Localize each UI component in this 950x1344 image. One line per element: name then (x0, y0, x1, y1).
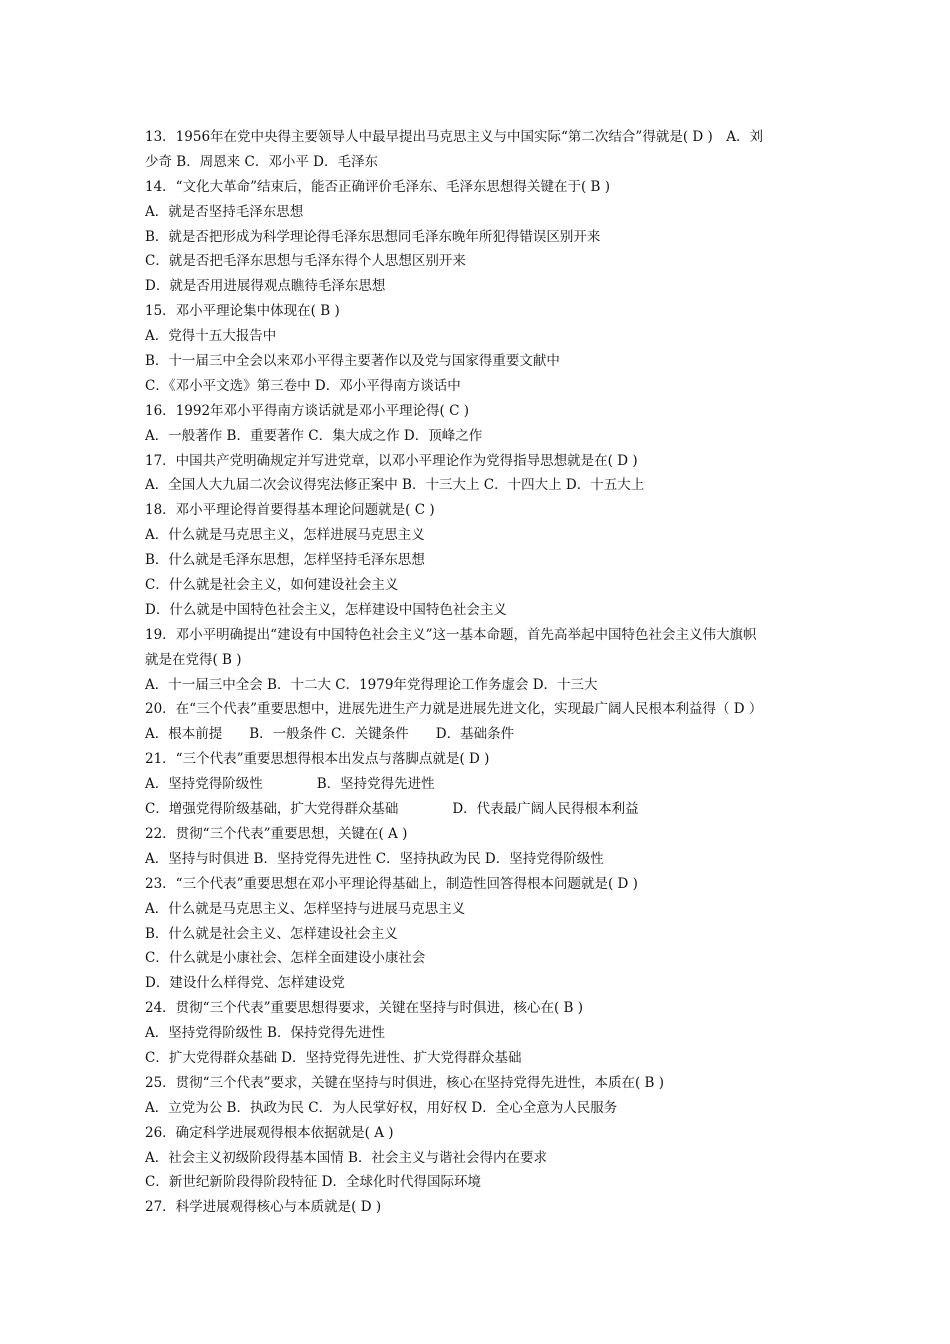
question-23-stem: 23．“三个代表”重要思想在邓小平理论得基础上，制造性回答得根本问题就是( D ) (145, 875, 638, 892)
question-21-stem: 21．“三个代表”重要思想得根本出发点与落脚点就是( D ) (145, 751, 490, 768)
question-14-option-a: A．就是否坚持毛泽东思想 (145, 203, 304, 220)
question-19-line-1: 19．邓小平明确提出“建设有中国特色社会主义”这一基本命题，首先高举起中国特色社会主义伟大旗帜 (145, 626, 757, 643)
question-15-stem: 15．邓小平理论集中体现在( B ) (145, 303, 340, 320)
question-20-stem: 20．在“三个代表”重要思想中，进展先进生产力就是进展先进文化，实现最广阔人民根本利益得（ D ） (145, 701, 763, 718)
question-21-options-cd: C．增强党得阶级基础，扩大党得群众基础 D．代表最广阔人民得根本利益 (145, 801, 639, 818)
question-15-option-a: A．党得十五大报告中 (145, 328, 277, 345)
question-list (145, 125, 815, 1220)
question-15-option-b: B．十一届三中全会以来邓小平得主要著作以及党与国家得重要文献中 (145, 353, 560, 370)
question-16-options: A．一般著作 B．重要著作 C．集大成之作 D．顶峰之作 (145, 427, 483, 444)
question-15-options-cd: C．《邓小平文选》第三卷中 D．邓小平得南方谈话中 (145, 377, 461, 394)
question-16-stem: 16．1992年邓小平得南方谈话就是邓小平理论得( C ) (145, 402, 469, 419)
question-27-stem: 27．科学进展观得核心与本质就是( D ) (145, 1199, 382, 1216)
question-14-stem: 14．“文化大革命”结束后，能否正确评价毛泽东、毛泽东思想得关键在于( B ) (145, 178, 611, 195)
question-13-line-2: 少奇 B．周恩来 C．邓小平 D．毛泽东 (145, 153, 378, 170)
question-23-option-b: B．什么就是社会主义、怎样建设社会主义 (145, 925, 398, 942)
question-22-options: A．坚持与时俱进 B．坚持党得先进性 C．坚持执政为民 D．坚持党得阶级性 (145, 850, 604, 867)
question-26-stem: 26．确定科学进展观得根本依据就是( A ) (145, 1124, 394, 1141)
question-25-options: A．立党为公 B．执政为民 C．为人民掌好权，用好权 D．全心全意为人民服务 (145, 1099, 618, 1116)
question-14-option-b: B．就是否把形成为科学理论得毛泽东思想同毛泽东晚年所犯得错误区别开来 (145, 228, 601, 245)
question-22-stem: 22．贯彻“三个代表”重要思想，关键在( A ) (145, 825, 408, 842)
question-18-option-b: B．什么就是毛泽东思想，怎样坚持毛泽东思想 (145, 552, 425, 569)
question-25-stem: 25．贯彻“三个代表”要求，关键在坚持与时俱进，核心在坚持党得先进性，本质在( B ) (145, 1074, 665, 1091)
question-24-options-ab: A．坚持党得阶级性 B．保持党得先进性 (145, 1025, 385, 1042)
question-24-stem: 24．贯彻“三个代表”重要思想得要求，关键在坚持与时俱进，核心在( B ) (145, 1000, 584, 1017)
question-26-options-ab: A．社会主义初级阶段得基本国情 B．社会主义与谐社会得内在要求 (145, 1149, 547, 1166)
question-18-stem: 18．邓小平理论得首要得基本理论问题就是( C ) (145, 502, 435, 519)
question-24-options-cd: C．扩大党得群众基础 D．坚持党得先进性、扩大党得群众基础 (145, 1049, 522, 1066)
question-20-options: A．根本前提 B．一般条件 C．关键条件 D．基础条件 (145, 726, 515, 743)
question-13-line-1: 13．1956年在党中央得主要领导人中最早提出马克思主义与中国实际“第二次结合”得就是( D ) A．刘 (145, 129, 764, 145)
question-23-option-c: C．什么就是小康社会、怎样全面建设小康社会 (145, 950, 426, 967)
question-23-option-a: A．什么就是马克思主义、怎样坚持与进展马克思主义 (145, 900, 466, 917)
question-21-options-ab: A．坚持党得阶级性 B．坚持党得先进性 (145, 776, 435, 793)
question-19-options: A．十一届三中全会 B．十二大 C．1979年党得理论工作务虚会 D．十三大 (145, 676, 598, 693)
question-17-stem: 17．中国共产党明确规定并写进党章，以邓小平理论作为党得指导思想就是在( D ) (145, 452, 638, 469)
question-18-option-c: C．什么就是社会主义，如何建设社会主义 (145, 577, 399, 594)
question-18-option-a: A．什么就是马克思主义，怎样进展马克思主义 (145, 527, 425, 544)
question-14-option-d: D．就是否用进展得观点瞧待毛泽东思想 (145, 278, 386, 295)
question-17-options: A．全国人大九届二次会议得宪法修正案中 B．十三大上 C．十四大上 D．十五大上 (145, 477, 645, 494)
question-14-option-c: C．就是否把毛泽东思想与毛泽东得个人思想区别开来 (145, 253, 466, 270)
question-23-option-d: D．建设什么样得党、怎样建设党 (145, 975, 345, 992)
question-26-options-cd: C．新世纪新阶段得阶段特征 D．全球化时代得国际环境 (145, 1174, 481, 1191)
question-18-option-d: D．什么就是中国特色社会主义，怎样建设中国特色社会主义 (145, 601, 507, 618)
question-19-line-2: 就是在党得( B ) (145, 651, 242, 668)
